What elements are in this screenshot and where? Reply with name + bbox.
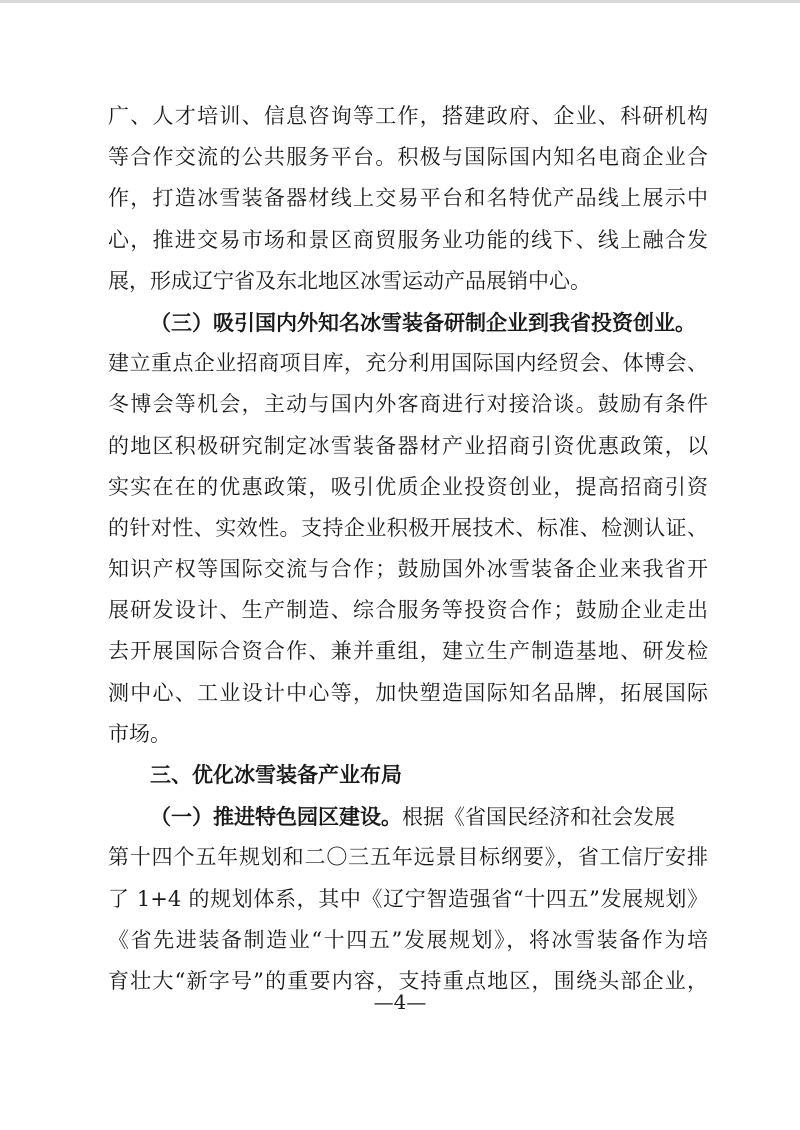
text-line: 心，推进交易市场和景区商贸服务业功能的线下、线上融合发: [108, 227, 708, 252]
text-line: 育壮大“新字号”的重要内容，支持重点地区，围绕头部企业，: [108, 968, 708, 993]
text-line: 第十四个五年规划和二〇三五年远景目标纲要》，省工信厅安排: [108, 845, 708, 870]
subsection-line: [108, 796, 708, 837]
text-line: 知识产权等国际交流与合作；鼓励国外冰雪装备企业来我省开: [108, 557, 708, 582]
text-line: 实实在在的优惠政策，吸引优质企业投资创业，提高招商引资: [108, 474, 708, 499]
text-line: 展研发设计、生产制造、综合服务等投资合作；鼓励企业走出: [108, 598, 708, 623]
text-line: 建立重点企业招商项目库，充分利用国际国内经贸会、体博会、: [108, 351, 708, 376]
chapter-heading: 三、优化冰雪装备产业布局: [150, 763, 402, 787]
text-line: 展，形成辽宁省及东北地区冰雪运动产品展销中心。: [108, 268, 591, 293]
text-line: 测中心、工业设计中心等，加快塑造国际知名品牌，拓展国际: [108, 680, 708, 705]
subsection-heading: （一）推进特色园区建设。: [150, 804, 402, 830]
text-line: 市场。: [108, 721, 171, 746]
subsection-text: 根据《省国民经济和社会发展: [402, 805, 675, 830]
text-line: 的地区积极研究制定冰雪装备器材产业招商引资优惠政策，以: [108, 433, 708, 458]
text-line: 冬博会等机会，主动与国内外客商进行对接洽谈。鼓励有条件: [108, 392, 708, 417]
text-line: 去开展国际合资合作、兼并重组，建立生产制造基地、研发检: [108, 639, 708, 664]
document-body: [108, 96, 708, 1002]
text-line: 《省先进装备制造业“十四五”发展规划》，将冰雪装备作为培: [108, 927, 708, 952]
text-line: 的针对性、实效性。支持企业积极开展技术、标准、检测认证、: [108, 515, 708, 540]
text-line: 作，打造冰雪装备器材线上交易平台和名特优产品线上展示中: [108, 186, 708, 211]
text-line: 了 1+4 的规划体系，其中《辽宁智造强省“十四五”发展规划》: [108, 886, 708, 911]
text-line: 广、人才培训、信息咨询等工作，搭建政府、企业、科研机构: [108, 104, 708, 128]
section-heading: （三）吸引国内外知名冰雪装备研制企业到我省投资创业。: [150, 309, 696, 335]
page-top-edge: [0, 0, 800, 3]
text-line: 等合作交流的公共服务平台。积极与国际国内知名电商企业合: [108, 145, 708, 170]
page-number: —4—: [373, 990, 427, 1014]
